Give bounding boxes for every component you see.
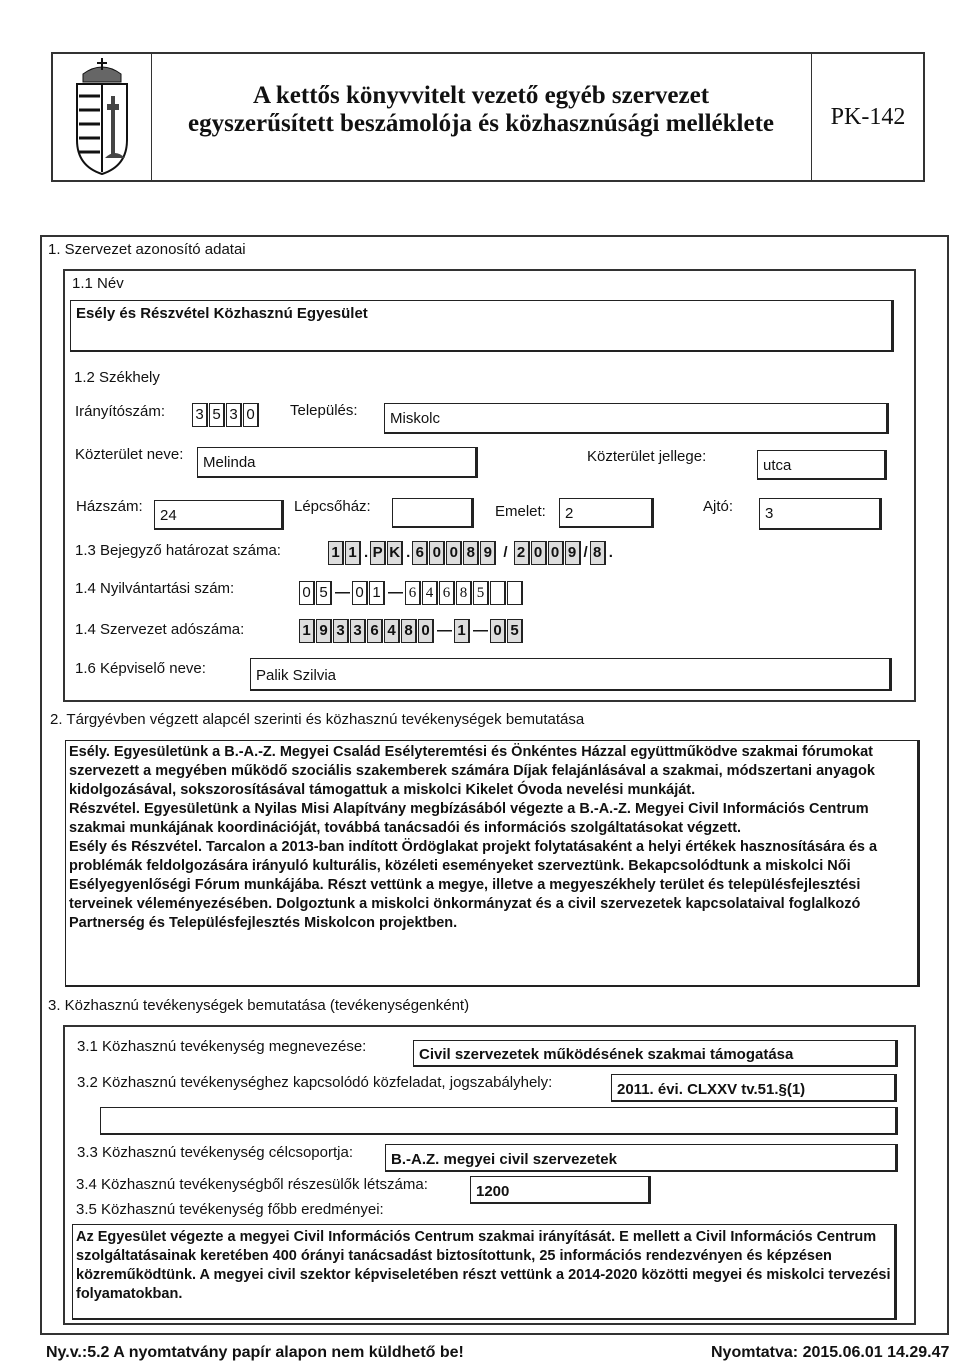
street-label: Közterület neve: <box>75 446 184 463</box>
separator: — <box>473 622 488 639</box>
form-header <box>51 52 925 182</box>
zip-label: Irányítószám: <box>75 403 166 420</box>
digit: 2 <box>514 541 530 565</box>
digit: 1 <box>454 619 470 643</box>
title-line-2: egyszerűsített beszámolója és közhasznúsági melléklete <box>188 110 774 137</box>
zip-digit: 0 <box>243 403 259 427</box>
house-field[interactable]: 24 <box>154 500 284 530</box>
footer-notice: Ny.v.:5.2 A nyomtatvány papír alapon nem küldhető be! <box>46 1344 464 1361</box>
separator: — <box>437 622 452 639</box>
digit: 6 <box>439 581 455 605</box>
zip-digit: 3 <box>226 403 242 427</box>
zip-field[interactable] <box>192 403 260 427</box>
results-text: Az Egyesület végezte a megyei Civil Információs Centrum szakmai irányítását. E mellett a Civil Információs Centrum szolgáltatásainak keretében 400 órányi tanácsadást biztosítottunk, 25 információs rendezvényen és képzésen közreműködtünk. A megyei civil szektor képviseletében részt vettünk a 2014-2020 közötti megyei és miskolci tervezési folyamatokban. <box>76 1229 891 1302</box>
digit: 6 <box>412 541 428 565</box>
digit <box>490 581 506 605</box>
participants-field[interactable]: 1200 <box>470 1176 651 1204</box>
floor-label: Emelet: <box>495 503 546 520</box>
court-label: 1.3 Bejegyző határozat száma: <box>75 542 281 559</box>
digit: 1 <box>345 541 361 565</box>
digit: 8 <box>463 541 479 565</box>
paragraph: Esély és Részvétel. Tarcalon a 2013-ban indított Ördöglakat projekt folytatásaként a helyi értékek hasznosítására és a problémák feldolgozására irányuló kulturális, közéleti eseményeket szerveztünk. Bekapcsolódtunk a miskolci Női Esélyegyenlőségi Fórum munkájába. Részt vettünk a megye, illetve a megyeszékhely terület és településfejlesztési terveinek véleményezésében. Dolgoztunk a miskolci önkormányzat és a civil szervezetek kapcsolataival foglalkozó Partnerség és Településfejlesztés Miskolcon projektben. <box>69 839 878 931</box>
digit: 0 <box>352 581 368 605</box>
form-title <box>151 54 812 180</box>
zip-digit: 3 <box>192 403 208 427</box>
tax-number-field[interactable] <box>299 619 524 643</box>
form-code: PK-142 <box>830 104 906 130</box>
digit: 0 <box>548 541 564 565</box>
separator: — <box>335 584 350 601</box>
door-field[interactable]: 3 <box>759 498 882 530</box>
participants-label: 3.4 Közhasznú tevékenységből részesülők létszáma: <box>76 1176 428 1193</box>
separator: . <box>364 544 369 561</box>
digit: P <box>370 541 386 565</box>
law-label: 3.2 Közhasznú tevékenységhez kapcsolódó közfeladat, jogszabályhely: <box>77 1074 553 1091</box>
door-label: Ajtó: <box>703 498 734 515</box>
city-label: Település: <box>290 402 358 419</box>
digit: 6 <box>367 619 383 643</box>
digit: 1 <box>328 541 344 565</box>
digit: 9 <box>480 541 496 565</box>
digit: 8 <box>456 581 472 605</box>
digit: 4 <box>422 581 438 605</box>
coat-of-arms-icon <box>53 54 152 180</box>
digit: 0 <box>418 619 434 643</box>
law-field[interactable]: 2011. évi. CLXXV tv.51.§(1) <box>611 1074 897 1102</box>
rep-field[interactable]: Palik Szilvia <box>250 658 892 691</box>
target-group-label: 3.3 Közhasznú tevékenység célcsoportja: <box>77 1144 353 1161</box>
digit: 6 <box>405 581 421 605</box>
digit: 0 <box>299 581 315 605</box>
separator: — <box>388 584 403 601</box>
digit: 8 <box>401 619 417 643</box>
name-label: 1.1 Név <box>72 275 124 292</box>
results-label: 3.5 Közhasznú tevékenység főbb eredményei: <box>76 1201 384 1218</box>
digit: 0 <box>429 541 445 565</box>
name-field[interactable]: Esély és Részvétel Közhasznú Egyesület <box>70 300 894 352</box>
digit: 3 <box>350 619 366 643</box>
stair-field[interactable] <box>392 498 474 528</box>
rep-label: 1.6 Képviselő neve: <box>75 660 206 677</box>
section-2-title: 2. Tárgyévben végzett alapcél szerinti és közhasznú tevékenységek bemutatása <box>50 711 585 728</box>
zip-digit: 5 <box>209 403 225 427</box>
paragraph: Esély. Egyesületünk a B.-A.-Z. Megyei Család Esélyteremtési és Önkéntes Házzal együttműködve szakmai fórumokat szervezett a megyében működő szociális szakemberek számára Díjak felajánlásával a szakmai, módszertani anyagok kidolgozásával, sokszorosításával támogattuk a miskolci Kikelet Óvoda nevelési munkáját. <box>69 744 875 798</box>
court-number-field[interactable] <box>328 541 615 565</box>
activity-name-field[interactable]: Civil szervezetek működésének szakmai támogatása <box>413 1040 898 1067</box>
section-1-title: 1. Szervezet azonosító adatai <box>48 241 246 258</box>
separator: / <box>503 544 508 561</box>
street-type-label: Közterület jellege: <box>587 448 707 465</box>
digit: 8 <box>590 541 606 565</box>
separator: . <box>406 544 411 561</box>
digit: 1 <box>369 581 385 605</box>
street-field[interactable]: Melinda <box>197 447 478 478</box>
law-continuation-field[interactable] <box>100 1107 898 1135</box>
section-3-title: 3. Közhasznú tevékenységek bemutatása (tevékenységenként) <box>48 997 470 1014</box>
activity-name-label: 3.1 Közhasznú tevékenység megnevezése: <box>77 1038 367 1055</box>
digit <box>507 581 523 605</box>
stair-label: Lépcsőház: <box>294 498 371 515</box>
seat-label: 1.2 Székhely <box>74 369 160 386</box>
floor-field[interactable]: 2 <box>559 498 654 528</box>
target-group-field[interactable]: B.-A.Z. megyei civil szervezetek <box>385 1144 898 1172</box>
digit: 4 <box>384 619 400 643</box>
footer-print-date: Nyomtatva: 2015.06.01 14.29.47 <box>711 1344 950 1361</box>
digit: K <box>387 541 403 565</box>
house-label: Házszám: <box>76 498 143 515</box>
section-2-text <box>69 743 916 933</box>
digit: 9 <box>316 619 332 643</box>
digit: 5 <box>473 581 489 605</box>
digit: 5 <box>316 581 332 605</box>
digit: 0 <box>446 541 462 565</box>
city-field[interactable]: Miskolc <box>384 403 889 434</box>
digit: 0 <box>531 541 547 565</box>
separator: / <box>583 544 588 561</box>
digit: 0 <box>490 619 506 643</box>
registry-number-field[interactable] <box>299 581 524 605</box>
title-line-1: A kettős könyvvitelt vezető egyéb szervezet <box>252 82 710 109</box>
digit: 9 <box>565 541 581 565</box>
digit: 1 <box>299 619 315 643</box>
separator: . <box>608 544 613 561</box>
tax-label: 1.4 Szervezet adószáma: <box>75 621 245 638</box>
paragraph: Részvétel. Egyesületünk a Nyilas Misi Alapítvány megbízásából végezte a B.-A.-Z. Megyei Civil Információs Centrum szakmai munkájának koordinációját, továbbá tanácsadói és információs szolgáltatásokat végzett. <box>69 801 869 836</box>
street-type-field[interactable]: utca <box>757 450 887 480</box>
digit: 5 <box>507 619 523 643</box>
digit: 3 <box>333 619 349 643</box>
registry-label: 1.4 Nyilvántartási szám: <box>75 580 235 597</box>
